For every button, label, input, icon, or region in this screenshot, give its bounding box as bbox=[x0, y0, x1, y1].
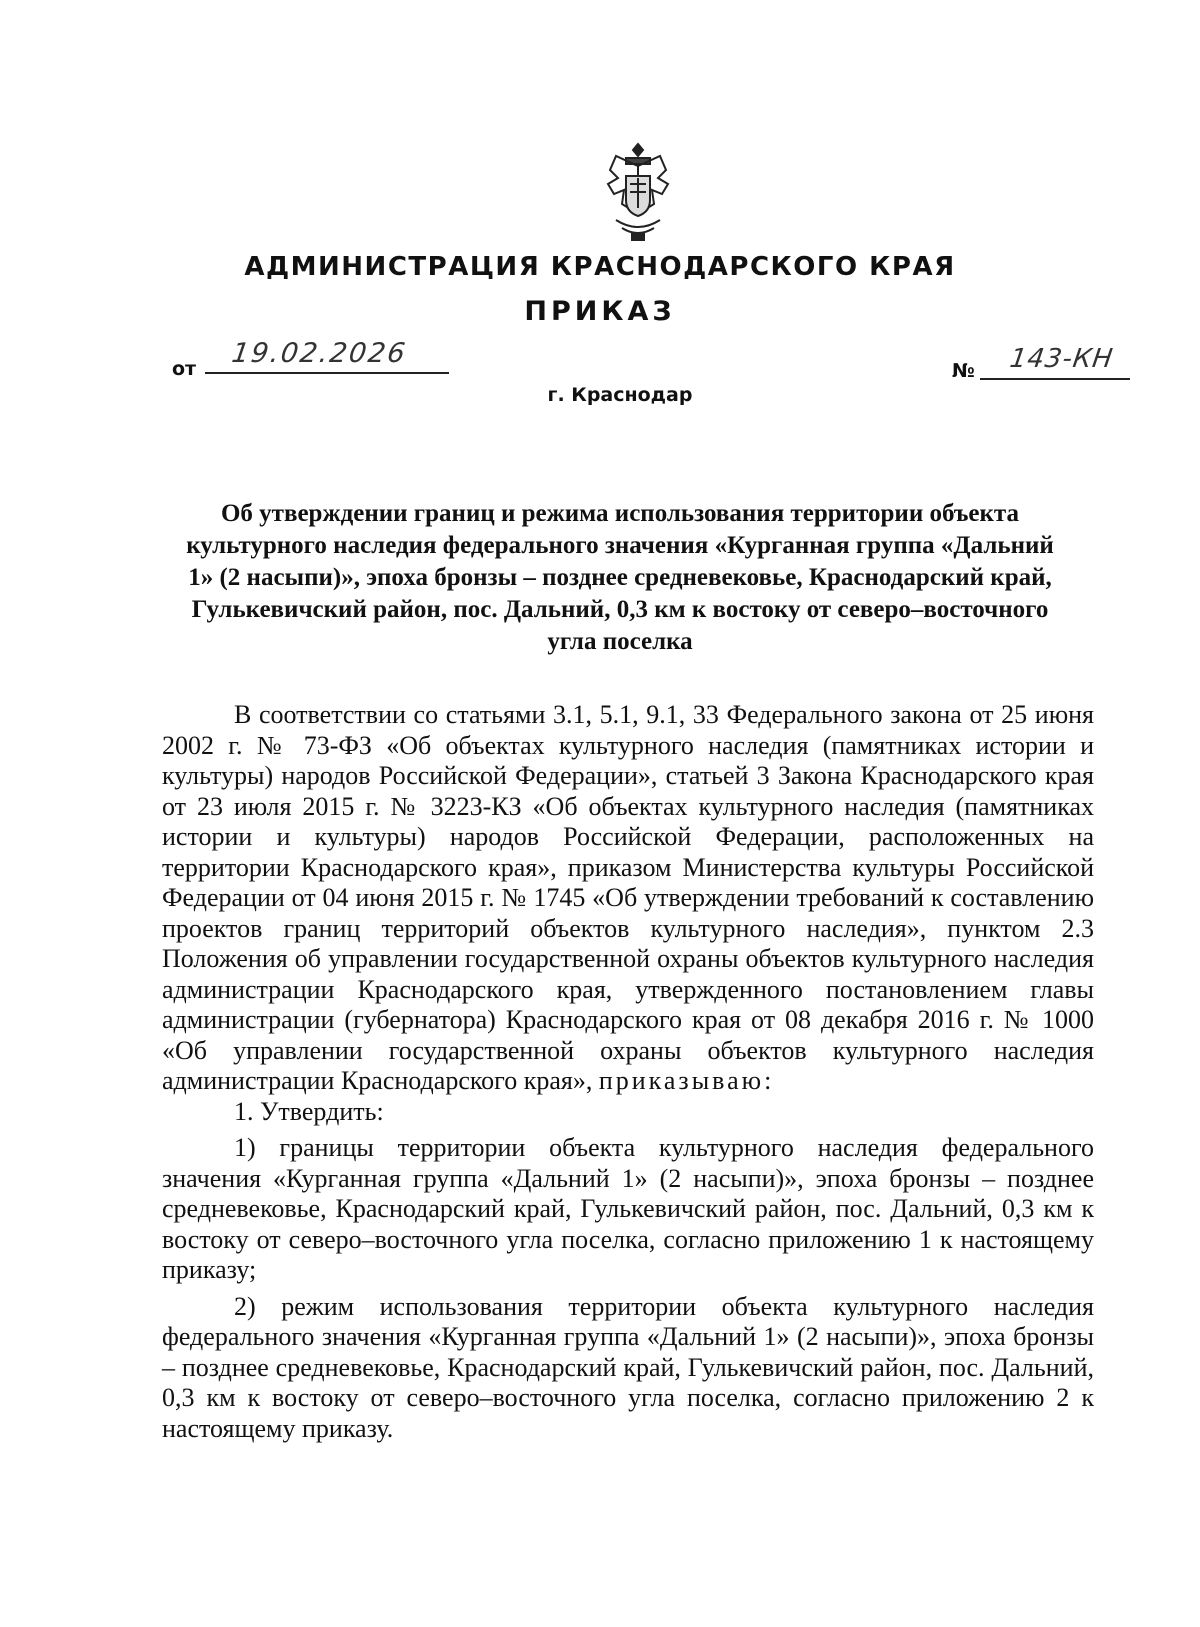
preamble-text: В соответствии со статьями 3.1, 5.1, 9.1, 33 Федерального закона от 25 июня 2002 г. № 73-ФЗ «Об объектах культурного наследия (памятниках истории и культуры) народов Российской Федерации», статьей 3 Закона Краснодарского края от 23 июля 2015 г. № 3223-КЗ «Об объектах культурного наследия (памятниках истории и культуры) народов Российской Федерации, расположенных на территории Краснодарского края», приказом Министерства культуры Российской Федерации от 04 июня 2015 г. № 1745 «Об утверждении требований к составлению проектов границ территорий объектов культурного наследия», пунктом 2.3 Положения об управлении государственной охраны объектов культурного наследия администрации Краснодарского края, утвержденного постановлением главы администрации (губернатора) Краснодарского края от 08 декабря 2016 г. № 1000 «Об управлении государственной охраны объектов культурного наследия администрации Краснодарского края», bbox=[162, 700, 1094, 1095]
city-name: г. Краснодар bbox=[547, 384, 693, 406]
document-body bbox=[162, 700, 1094, 1444]
number-label: № bbox=[952, 360, 975, 382]
document-type: ПРИКАЗ bbox=[524, 296, 676, 327]
item-1: 1. Утвердить: bbox=[234, 1096, 384, 1126]
item-1-1: 1) границы территории объекта культурного наследия федерального значения «Курганная группа «Дальний 1» (2 насыпи)», эпоха бронзы – позднее средневековье, Краснодарский край, Гулькевичский район, пос. Дальний, 0,3 км к востоку от северо–восточного угла поселка, согласно приложению 1 к настоящему приказу; bbox=[162, 1133, 1094, 1284]
document-number: 143-КН bbox=[1007, 344, 1116, 374]
date-label: от bbox=[172, 358, 197, 380]
krasnodar-krai-coat-of-arms-icon bbox=[598, 140, 678, 244]
order-word: приказываю: bbox=[598, 1066, 775, 1095]
document-title: Об утверждении границ и режима использования территории объекта культурного наследия федерального значения «Курганная группа «Дальний 1» (2 насыпи)», эпоха бронзы – позднее средневековье, Краснодарский край, Гулькевичский район, пос. Дальний, 0,3 км к востоку от северо–восточного угла поселка bbox=[186, 500, 1054, 655]
preamble-paragraph bbox=[162, 700, 1094, 1097]
organization-name: АДМИНИСТРАЦИЯ КРАСНОДАРСКОГО КРАЯ bbox=[244, 252, 956, 282]
document-date: 19.02.2026 bbox=[229, 338, 409, 369]
item-1-2: 2) режим использования территории объекта культурного наследия федерального значения «Курганная группа «Дальний 1» (2 насыпи)», эпоха бронзы – позднее средневековье, Краснодарский край, Гулькевичский район, пос. Дальний, 0,3 км к востоку от северо–восточного угла поселка, согласно приложению 2 к настоящему приказу. bbox=[162, 1291, 1094, 1443]
